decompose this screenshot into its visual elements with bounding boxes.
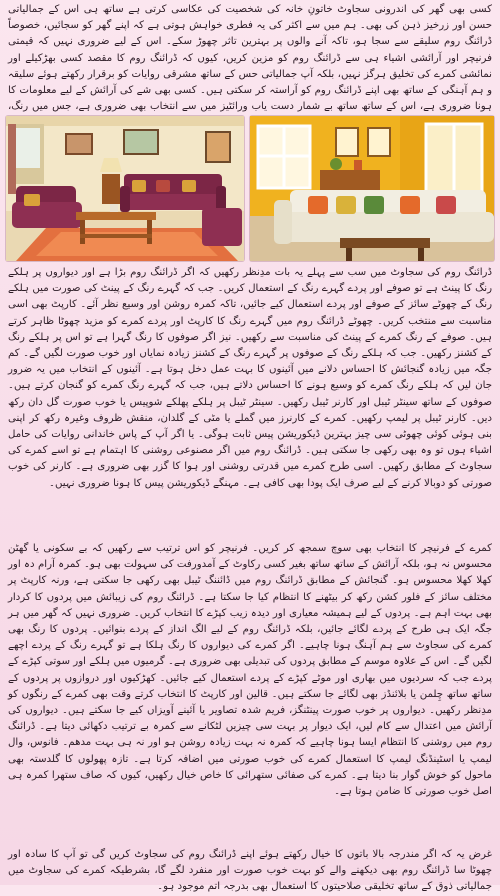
body-paragraph-1: ڈرائنگ روم کی سجاوٹ میں سب سے پہلے یہ بات مدِنظر رکھیں کہ اگر ڈرائنگ روم بڑا ہے اور دیواروں پر ہلکے رنگ کا پینٹ ہے تو صوفے اور پردے گہرے رنگ کے استعمال کریں۔ جب کہ گہرے رنگ کے پینٹ کی صورت میں ہلکے رنگ کے چھوٹے سائز کے صوفے اور پردے استعمال کیے جائیں، تاکہ کمرہ روشن اور وسیع نظر آئے۔ کارپٹ بھی اسی مناسبت سے منتخب کریں۔ چھوٹے ڈرائنگ روم میں گہرے رنگ کا کارپٹ اور پردے کمرے کو مزید چھوٹا ظاہر کرتے ہیں۔ صوفے کے رنگ کمرے کے پینٹ کی مناسبت سے رکھیں۔ نیز اگر صوفوں کا رنگ گہرا ہے تو اس پر ہلکے رنگ کے کشنز رکھیں۔ جب کہ ہلکے رنگ کے صوفوں پر گہرے رنگ کے کشنز زیادہ نمایاں اور خوب صورت لگیں گے۔ کم جگہ میں زیادہ گنجائش کا احساس دلانے میں آئینوں کا بہت عمل دخل ہوتا ہے۔ آئینوں کے انتخاب میں یہ ضرور جان لیں کہ ہلکے رنگ کمرے کو وسیع ہونے کا احساس دلاتے ہیں، جب کہ گہرے رنگ کمرے کو گنجان کرتے ہیں۔ صوفوں کے ساتھ سینٹر ٹیبل اور کارنر ٹیبل رکھیں۔ سینٹر ٹیبل پر ہلکے پھلکے شوپیس یا خوب صورت گل دان رکھ دیں۔ کارنر ٹیبل پر لیمپ رکھیں۔ کمرے کے کارنرز میں گملے یا مٹی کے گلدان، منقش ظروف وغیرہ رکھ کر اپنی بنی ہوئی کوئی چھوٹی سی چیز بہترین ڈیکوریشن پیس ثابت ہوگی۔ یا اگر آپ کے پاس خاندانی روایات کی حامل اشیاء ہوں تو وہ بھی رکھی جا سکتی ہیں۔ ڈرائنگ روم میں اگر مصنوعی روشنی کا اہتمام ہے تو اسے کمرے کی سجاوٹ کے مطابق رکھیں۔ اسی طرح کمرے میں قدرتی روشنی اور ہوا کا گزر بھی ضروری ہے۔ کارنر کی خوب صورتی کو دوبالا کرنے کے لیے صرف ایک پودا بھی کافی ہے۔ مہنگے ڈیکوریشن پیس کا ہونا ضروری نہیں۔ (8, 267, 492, 489)
living-room-yellow-walls-illustration (250, 116, 494, 261)
body-paragraph-2: کمرے کے فرنیچر کا انتخاب بھی سوچ سمجھ کر کریں۔ فرنیچر کو اس ترتیب سے رکھیں کہ بے سکونی یا گھٹن محسوس نہ ہو، بلکہ آرائش کے ساتھ ساتھ بغیر کسی رکاوٹ کے آمدورفت کی سہولت بھی ہو۔ کمرہ آرام دہ اور کھلا کھلا محسوس ہو۔ گنجائش کے مطابق ڈرائنگ روم میں ڈائننگ ٹیبل بھی رکھی جا سکتی ہے، ورنہ کارپٹ پر مختلف سائز کے فلور کشن رکھ کر بیٹھنے کا انتظام کیا جا سکتا ہے۔ ڈرائنگ روم کی زیبائش میں پردوں کا کردار بھی بہت اہم ہے۔ پردوں کے لیے ہمیشہ معیاری اور دیدہ زیب کپڑے کا انتخاب کریں۔ ضروری نہیں کہ گھر میں ہر جگہ ایک ہی طرح کے پردے لگائے جائیں، بلکہ ڈرائنگ روم کے لیے الگ انداز کے پردے بنوائیں۔ پردوں کا رنگ بھی کمرے کی سجاوٹ سے ہم آہنگ ہونا چاہیے۔ اگر کمرے کی دیواروں کا رنگ ہلکا ہے تو گہرے رنگ کے پردے اچھے لگیں گے۔ اس کے علاوہ موسم کے مطابق پردوں کی تبدیلی بھی ضروری ہے۔ گرمیوں میں ہلکے اور سوتی کپڑے کے پردے جب کہ سردیوں میں بھاری اور موٹے کپڑے کے پردے استعمال کیے جائیں۔ کھڑکیوں اور دروازوں پر پردوں کے ساتھ ساتھ چِلمن یا بلائنڈز بھی لگائے جا سکتے ہیں۔ قالین اور کارپٹ کا انتخاب کرتے وقت بھی کمرے کے رنگوں کو مدِنظر رکھیں۔ دیواروں پر خوب صورت پینٹنگز، فریم شدہ تصاویر یا آئینے آویزاں کیے جا سکتے ہیں۔ دیواروں کی آرائش میں اعتدال سے کام لیں، ایک دیوار پر بہت سی چیزیں لٹکانے سے کمرہ بے ترتیب دکھائی دیتا ہے۔ ڈرائنگ روم میں روشنی کا انتظام ایسا ہونا چاہیے کہ کمرہ نہ بہت زیادہ روشن ہو اور نہ ہی بہت مدھم۔ فانوس، وال لیمپ یا اسٹینڈنگ لیمپ کا استعمال کمرے کی خوب صورتی میں اضافہ کرتا ہے۔ تازہ پھولوں کا گلدستہ بھی ماحول کو خوش گوار بنا دیتا ہے۔ کمرے کی صفائی ستھرائی کا خاص خیال رکھیں، کیوں کہ صاف ستھرا کمرہ ہی اصل خوب صورتی کا ضامن ہوتا ہے۔ (8, 543, 492, 798)
living-room-pink-sofas-illustration (6, 116, 244, 261)
living-room-yellow-walls-photo (250, 116, 494, 261)
closing-paragraph: غرض یہ کہ اگر مندرجہ بالا باتوں کا خیال رکھتے ہوئے اپنے ڈرائنگ روم کی سجاوٹ کریں گی تو آپ کا سادہ اور چھوٹا سا ڈرائنگ روم بھی دیکھنے والے کو بہت خوب صورت اور منفرد لگے گا، بشرطیکہ کمرے کی سجاوٹ میں جمالیاتی ذوق کے ساتھ تخلیقی صلاحیتوں کا استعمال بھی بدرجہ اتم موجود ہو۔ (8, 849, 492, 893)
living-room-pink-sofas-photo (6, 116, 244, 261)
intro-paragraph: کسی بھی گھر کی اندرونی سجاوٹ خاتونِ خانہ کی شخصیت کی عکاسی کرتی ہے ساتھ ہی اس کے جمالیاتی حسن اور زرخیز ذہن کی بھی۔ ہم میں سے اکثر کی یہ فطری خواہش ہوتی ہے کہ اپنے گھر کو سجائیں، خصوصاً ڈرائنگ روم سلیقے سے سجا ہو، تاکہ آنے والوں پر بہترین تاثر چھوڑ سکے۔ اس کے لیے ضروری نہیں کہ قیمتی فرنیچر اور آرائشی اشیاء ہی سے ڈرائنگ روم کو مزین کریں، کیوں کہ ڈرائنگ روم کا مقصد کسی بھڑکیلے اور نمائشی کمرے کی تخلیق ہرگز نہیں، بلکہ آپ جمالیاتی حس کے ساتھ مشرقی روایات کو برقرار رکھتے ہوئے سلیقہ و ہم آہنگی کے ساتھ بھی اپنے ڈرائنگ روم کو آراستہ کر سکتی ہیں۔ کسی بھی شے کی آرائش کے لیے معلومات کا ہونا ضروری ہے، اس کے ساتھ ساتھ بے شمار دست یاب ورائٹیز میں سے انتخاب بھی ضروری ہے، جس میں رنگ، (8, 4, 492, 113)
